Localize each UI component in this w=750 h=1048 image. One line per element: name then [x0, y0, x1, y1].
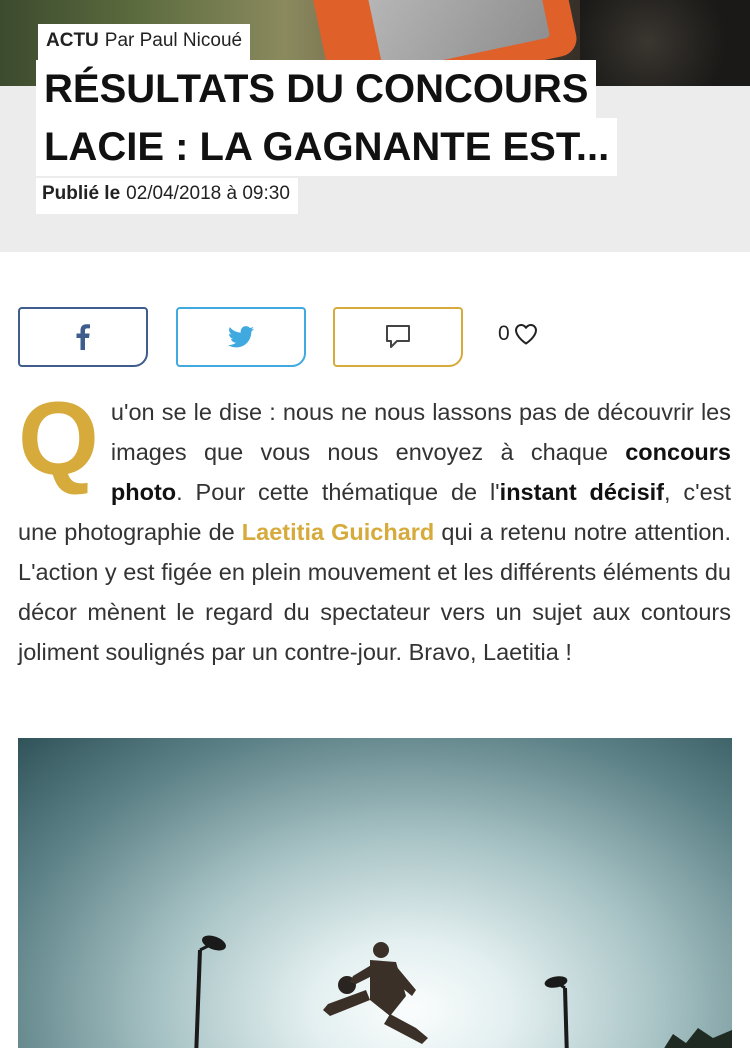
article-text-4: qui a retenu notre attention. L'action y est figée en plein mouvement et les différents éléments du décor mènent le regard du spectateur vers un sujet aux contours joliment soulignés par un contre-jour. Bravo, Laetitia !	[18, 519, 731, 665]
street-lamp-left	[196, 933, 227, 1048]
twitter-icon	[228, 326, 254, 348]
likes-counter[interactable]	[498, 322, 538, 346]
byline[interactable]: Par Paul Nicoué	[104, 30, 243, 51]
publish-date	[36, 178, 298, 214]
comment-button[interactable]	[333, 307, 463, 367]
article-text-1: u'on se le dise : nous ne nous lassons pas de découvrir les images que vous nous envoyez à chaque	[110, 399, 731, 465]
player-silhouette	[323, 942, 428, 1044]
article-text-3: , c'est une photographie de	[18, 479, 731, 545]
facebook-icon	[76, 324, 90, 350]
comment-icon	[385, 324, 411, 350]
drop-cap: Q	[18, 381, 99, 497]
hero-dark-area	[580, 0, 750, 86]
article-body	[18, 381, 731, 672]
published-label: Publié le	[42, 183, 121, 204]
heart-icon	[514, 323, 538, 345]
trees	[658, 1028, 732, 1048]
category-label[interactable]: ACTU	[46, 30, 99, 51]
page-title-line-1: RÉSULTATS DU CONCOURS	[36, 60, 596, 118]
article-text-2: . Pour cette thématique de l'	[176, 479, 500, 505]
likes-count: 0	[498, 322, 510, 345]
photo-scene	[18, 738, 732, 1048]
published-value: 02/04/2018 à 09:30	[126, 183, 290, 204]
street-lamp-right	[544, 975, 567, 1048]
link-concours-photo[interactable]: concours photo	[110, 439, 731, 505]
kicker	[38, 24, 250, 60]
link-instant-decisif[interactable]: instant décisif	[499, 479, 665, 505]
page-title-line-2: LACIE : LA GAGNANTE EST...	[36, 118, 617, 176]
winning-photo	[18, 738, 732, 1048]
facebook-share-button[interactable]	[18, 307, 148, 367]
twitter-share-button[interactable]	[176, 307, 306, 367]
photographer-name: Laetitia Guichard	[241, 519, 435, 545]
